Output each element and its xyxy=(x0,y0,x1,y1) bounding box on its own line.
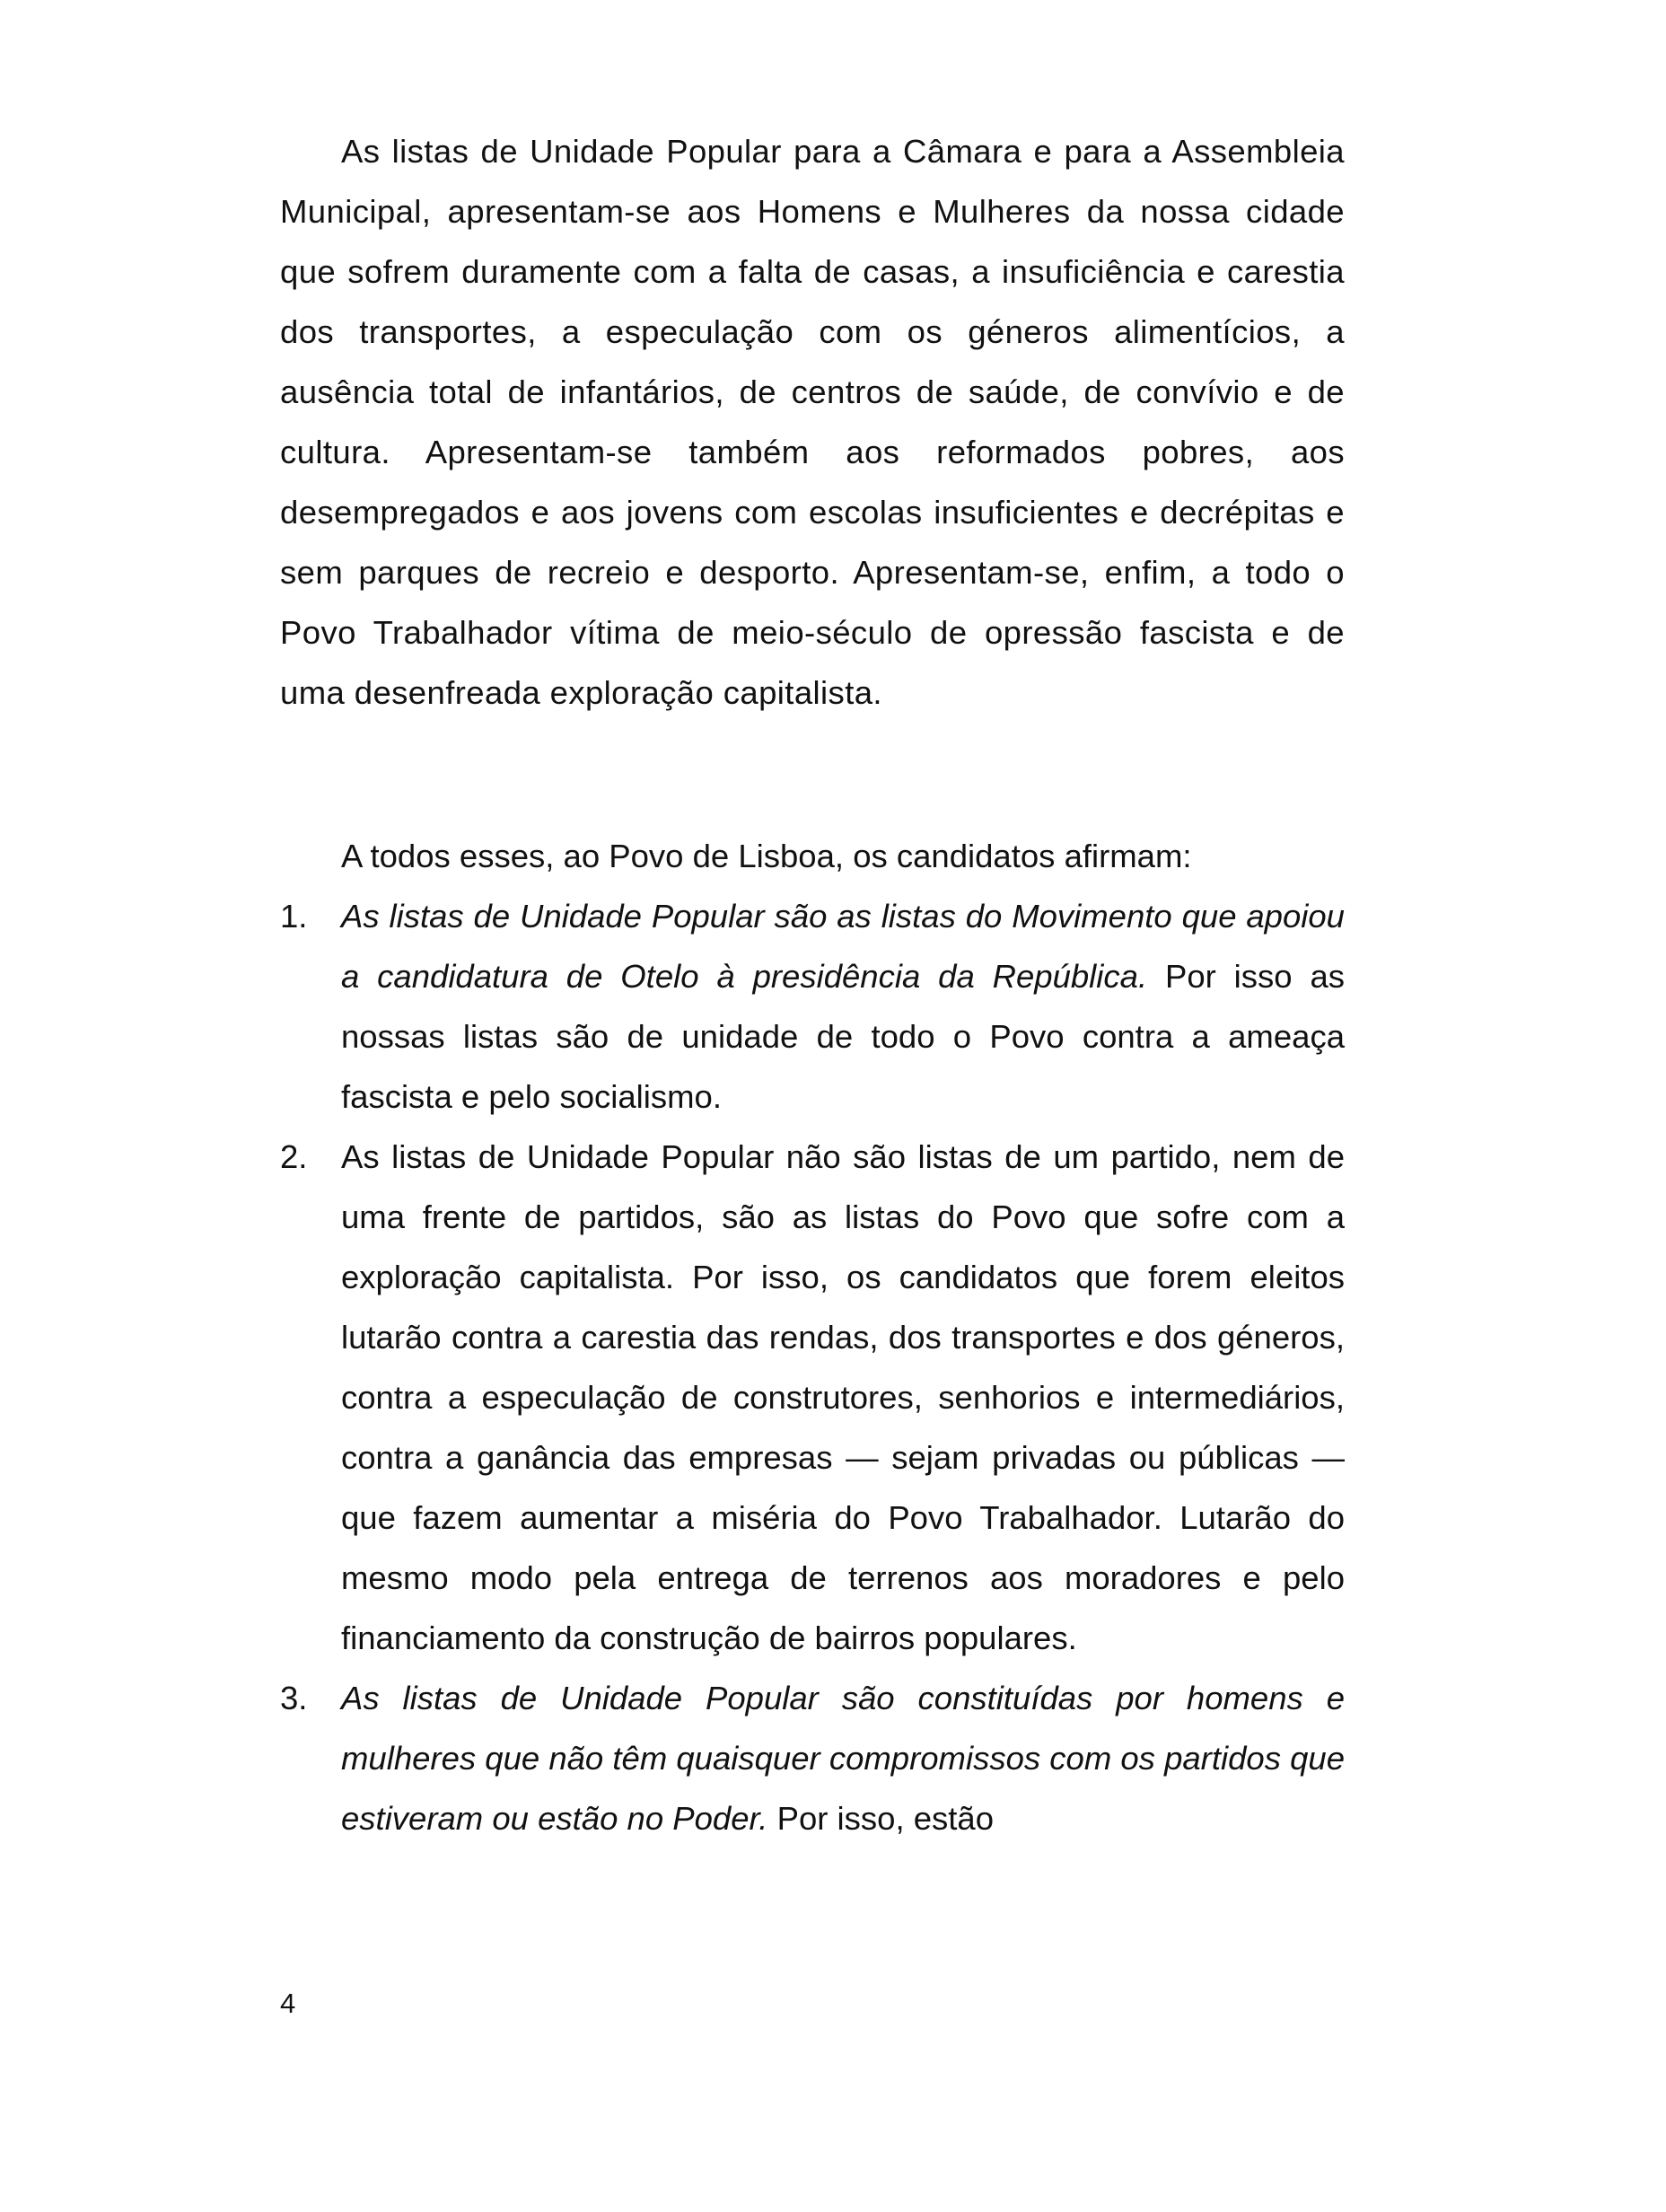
intro-paragraph: As listas de Unidade Popular para a Câmara e para a Assembleia Municipal, apresentam-se aos Homens e Mulheres da nossa cidade que sofrem duramente com a falta de casas, a insuficiência e carestia dos transportes, a especulação com os géneros alimentícios, a ausência total de infantários, de centros de saúde, de convívio e de cultura. Apresentam-se também aos reformados pobres, aos desempregados e aos jovens com escolas insuficientes e decrépitas e sem parques de recreio e desporto. Apresentam-se, enfim, a todo o Povo Trabalhador vítima de meio-século de opressão fascista e de uma desenfreada exploração capitalista. xyxy=(280,133,1345,711)
list-item xyxy=(280,1127,1345,1668)
list-item-body xyxy=(341,1680,1345,1837)
list-item-number: 3. xyxy=(280,1680,308,1716)
numbered-list xyxy=(280,886,1345,1848)
list-item-body xyxy=(341,898,1345,1115)
list-item xyxy=(280,886,1345,1127)
list-item-text: Por isso, estão xyxy=(767,1800,995,1837)
list-item-number: 1. xyxy=(280,898,308,935)
list-item-text: Por isso as nossas listas são de unidade de todo o Povo contra a ameaça fascista e pelo socialismo. xyxy=(341,958,1345,1115)
list-item-italic-text: As listas de Unidade Popular são as listas do Movimento que apoiou a candidatura de Otelo à presidência da República. xyxy=(341,898,1345,995)
intro-section xyxy=(280,121,1345,723)
lead-sentence: A todos esses, ao Povo de Lisboa, os candidatos afirmam: xyxy=(341,838,1192,874)
list-item xyxy=(280,1668,1345,1848)
page-number: 4 xyxy=(280,1988,296,2019)
list-item-body xyxy=(341,1138,1345,1656)
list-item-number: 2. xyxy=(280,1138,308,1175)
list-item-italic-text: As listas de Unidade Popular são constituídas por homens e mulheres que não têm quaisquer compromissos com os partidos que estiveram ou estão no Poder. xyxy=(341,1680,1345,1837)
list-item-text: As listas de Unidade Popular não são listas de um partido, nem de uma frente de partidos, são as listas do Povo que sofre com a exploração capitalista. Por isso, os candidatos que forem eleitos lutarão contra a carestia das rendas, dos transportes e dos géneros, contra a especulação de construtores, senhorios e intermediários, contra a ganância das empresas — sejam privadas ou públicas — que fazem aumentar a miséria do Povo Trabalhador. Lutarão do mesmo modo pela entrega de terrenos aos moradores e pelo financiamento da construção de bairros populares. xyxy=(341,1138,1345,1656)
